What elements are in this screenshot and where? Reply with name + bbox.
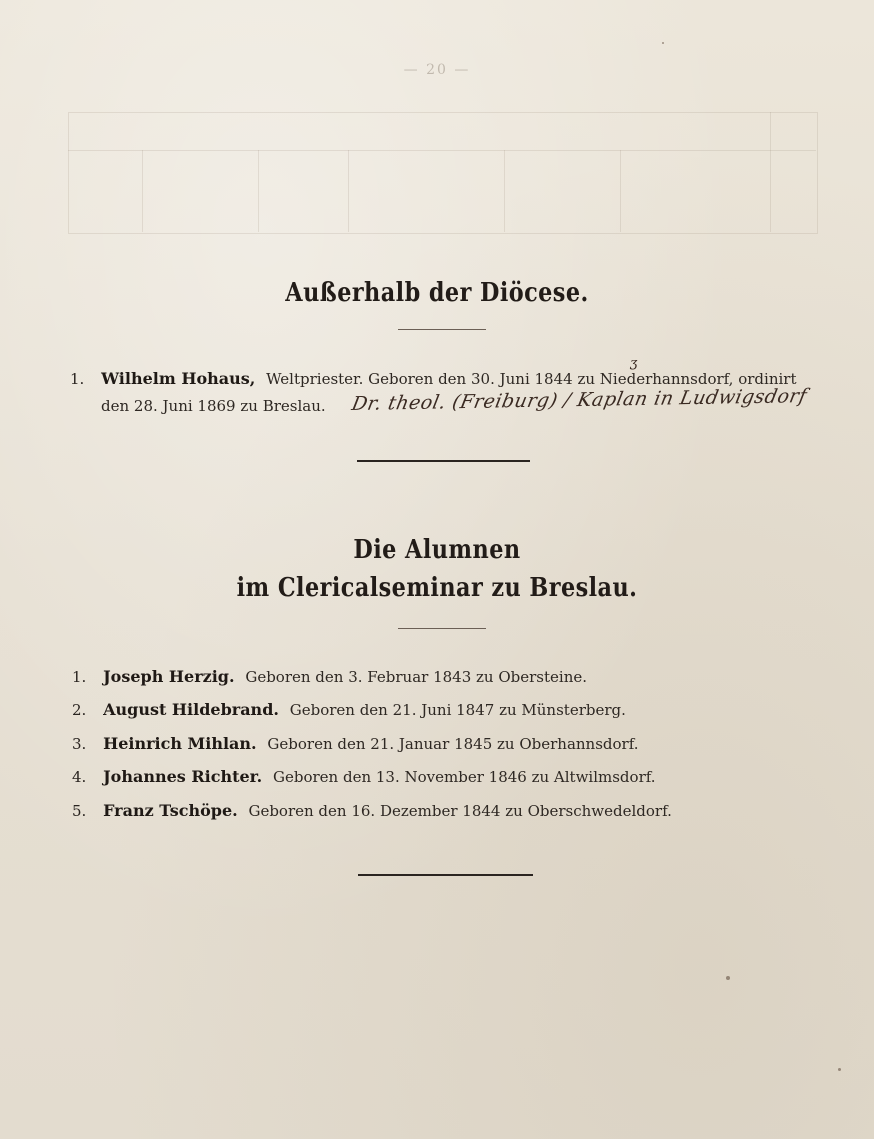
entry-number: 3. — [72, 735, 87, 753]
bleed-through-rule — [620, 150, 621, 232]
section-separator — [358, 874, 533, 876]
entry-number: 1. — [70, 370, 85, 388]
paper-speck — [662, 42, 664, 44]
entry-number: 4. — [72, 768, 87, 786]
bleed-through-rule — [348, 150, 349, 232]
entry-description: Geboren den 16. Dezember 1844 zu Oberschwedeldorf. — [248, 802, 672, 820]
section-title-outside-diocese: Außerhalb der Diöcese. — [285, 278, 589, 308]
page-number: — 20 — — [403, 62, 471, 78]
bleed-through-table — [68, 112, 818, 234]
bleed-through-rule — [68, 150, 816, 151]
entry-name: Wilhelm Hohaus, — [101, 369, 256, 388]
bleed-through-rule — [142, 150, 143, 232]
entry-description: Geboren den 13. November 1846 zu Altwilmsdorf. — [273, 768, 656, 786]
alumnus-entry — [72, 801, 672, 820]
alumnus-entry — [72, 667, 587, 686]
entry-description: Geboren den 21. Januar 1845 zu Oberhannsdorf. — [267, 735, 639, 753]
section-subtitle-seminary: im Clericalseminar zu Breslau. — [236, 573, 638, 603]
bleed-through-rule — [770, 112, 771, 232]
entry-number: 5. — [72, 802, 87, 820]
entry-number: 2. — [72, 701, 87, 719]
bleed-through-rule — [258, 150, 259, 232]
section-title-alumni: Die Alumnen — [353, 535, 521, 565]
entry-description: Weltpriester. Geboren den 30. Juni 1844 zu Niederhannsdorf, ordinirt — [266, 370, 797, 388]
paper-speck — [726, 976, 730, 980]
entry-number: 1. — [72, 668, 87, 686]
entry-description: Geboren den 3. Februar 1843 zu Obersteine. — [245, 668, 588, 686]
bleed-through-rule — [504, 150, 505, 232]
entry-description: Geboren den 21. Juni 1847 zu Münsterberg. — [289, 701, 626, 719]
section-divider — [398, 329, 486, 330]
entry-name: Franz Tschöpe. — [103, 801, 238, 820]
entry-description-continued: den 28. Juni 1869 zu Breslau. — [101, 397, 326, 415]
priest-entry — [70, 369, 796, 388]
entry-name: Heinrich Mihlan. — [103, 734, 257, 753]
section-divider — [398, 628, 486, 629]
section-separator — [357, 460, 530, 462]
handwritten-annotation: Dr. theol. (Freiburg) / Kaplan in Ludwigsdorf — [349, 385, 809, 416]
entry-name: August Hildebrand. — [103, 700, 279, 719]
alumnus-entry — [72, 734, 639, 753]
paper-speck — [838, 1068, 841, 1071]
alumnus-entry — [72, 767, 656, 786]
alumnus-entry — [72, 700, 626, 719]
entry-name: Joseph Herzig. — [103, 667, 235, 686]
handwritten-insert-mark: ʒ — [630, 356, 638, 371]
entry-name: Johannes Richter. — [103, 767, 263, 786]
